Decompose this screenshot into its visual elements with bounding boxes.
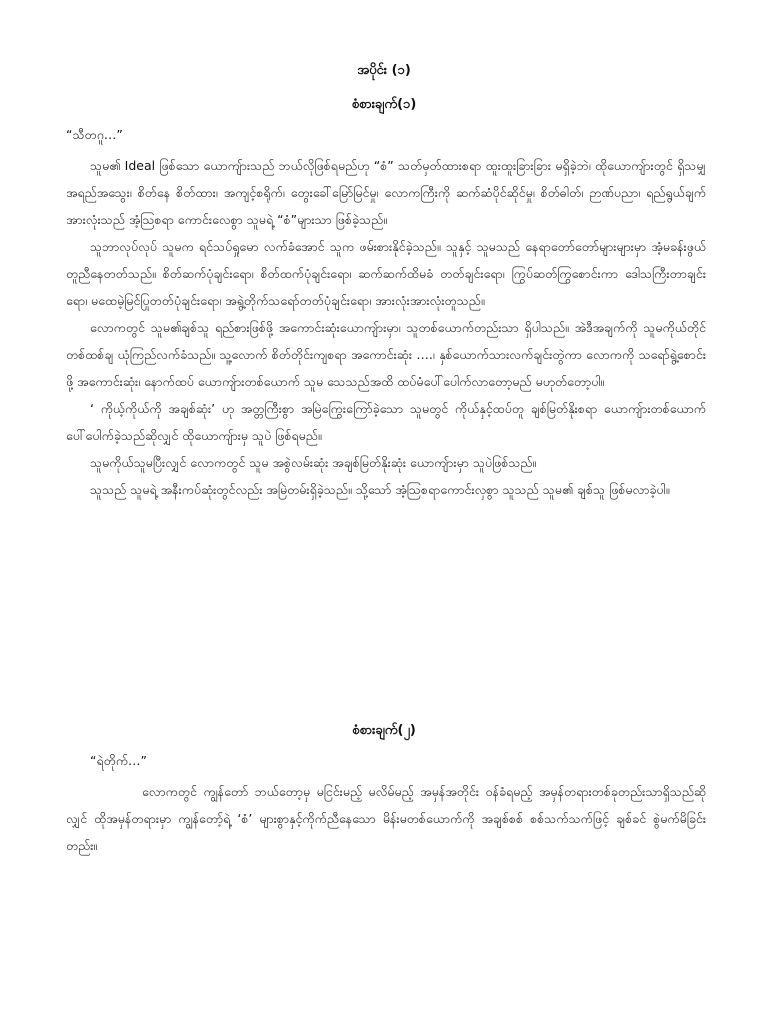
section-2-body [66,778,706,859]
section-2-paragraph-1: လောကတွင် ကျွန်တော် ဘယ်တော့မှ မငြင်းမည့် မလိမ်မည့် အမှန်အတိုင်း ဝန်ခံရမည့် အမှန်တရားတစ်ခုတည်းသာရှိသည်ဆိုလျှင် ထိုအမှန်တရားမှာ ကျွန်တော့်ရဲ့ ‘စံ’ များစွာနှင့်ကိုက်ညီနေသော မိန်းမတစ်ယောက်ကို အချစ်စစ် စစ်သက်သက်ဖြင့် ချစ်ခင် စွဲမက်မိခြင်းတည်း။ [66,784,706,853]
section-1-paragraph-4: ‘ ကိုယ့်ကိုယ်ကို အချစ်ဆုံး’ ဟု အတ္တကြီးစွာ အမြဲကြွေးကြော်ခဲ့သော သူမတွင် ကိုယ်နှင့်ထပ်တူ ချစ်မြတ်နိုးစရာ ယောကျ်ားတစ်ယောက်ပေါ်ပေါက်ခဲ့သည်ဆိုလျှင် ထိုယောကျ်ားမှ သူပဲ ဖြစ်ရမည်။ [66,401,706,443]
section-2-opening-line: “ရဲတိုက်…” [90,753,148,768]
section-1-paragraph-1: သူမ၏ Ideal ဖြစ်သော ယောကျ်ားသည် ဘယ်လိုဖြစ်ရမည်ဟု “စံ” သတ်မှတ်ထားစရာ ထူးထူးခြားခြား မရှိခဲ့ဘဲ၊ ထိုယောကျ်ားတွင် ရှိသမျှ အရည်အသွေး၊ စိတ်နေ စိတ်ထား၊ အကျင့်စရိုက်၊ တွေးခေါ်မြော်မြင်မှု၊ လောကကြီးကို ဆက်ဆံပိုင်ဆိုင်မှု၊ စိတ်ဓါတ်၊ ဉာဏ်ပညာ၊ ရည်ရွယ်ချက် အားလုံးသည် အံ့သြစရာ ကောင်းလေစွာ သူမရဲ့ “စံ”များသာ ဖြစ်ခဲ့သည်။ [66,158,706,227]
section-1-paragraph-6: သူသည် သူမရဲ့ အနီးကပ်ဆုံးတွင်လည်း အမြဲတမ်းရှိခဲ့သည်။ သို့သော် အံ့သြစရာကောင်းလှစွာ သူသည် သူမ၏ ချစ်သူ ဖြစ်မလာခဲ့ပါ။ [90,482,670,497]
section-1-title: စံစားချက်(၁) [351,97,417,112]
section-1-paragraph-2: သူဘာလုပ်လုပ် သူမက ရင်သပ်ရှုမော လက်ခံအောင် သူက ဖမ်းစားနိုင်ခဲ့သည်။ သူနှင့် သူမသည် နေရာတော်တော်များများမှာ အံ့မခန်းဖွယ် တူညီနေတတ်သည်။ စိတ်ဆက်ပုံချင်းရော၊ စိတ်ထက်ပုံချင်းရော၊ ဆက်ဆက်ထိမခံ တတ်ချင်းရော၊ ကြွပ်ဆတ်ကြွစောင်းကာ ဒေါသကြီးတာချင်းရော၊ မထေမဲ့မြင်ပြုတတ်ပုံချင်းရော၊ အရွဲ့တိုက်သရော်တတ်ပုံချင်းရော၊ အားလုံးအားလုံးတူသည်။ [66,239,706,308]
section-2-title: စံစားချက်(၂) [352,723,416,738]
section-1-paragraph-3: လောကတွင် သူမ၏ချစ်သူ ရည်စားဖြစ်ဖို့ အကောင်းဆုံးယောကျ်ားမှာ၊ သူတစ်ယောက်တည်းသာ ရှိပါသည်။ အဲဒီအချက်ကို သူမကိုယ်တိုင် တစ်ထစ်ချ ယုံကြည်လက်ခံသည်။ သူ့လောက် စိတ်တိုင်းကျစရာ အကောင်းဆုံး ….၊ နှစ်ယောက်သားလက်ချင်းတွဲကာ လောကကို သရော်ရွဲ့စောင်းဖို့ အကောင်းဆုံး၊ နောက်ထပ် ယောကျ်ားတစ်ယောက် သူမ သေသည်အထိ ထပ်မံပေါ်ပေါက်လာတော့မည် မဟုတ်တော့ပါ။ [66,320,706,389]
section-1-body [66,152,706,503]
section-1-paragraph-5: သူမကိုယ်သူမပြီးလျှင် လောကတွင် သူမ အစွဲလမ်းဆုံး အချစ်မြတ်နိုးဆုံး ယောကျ်ားမှာ သူပဲဖြစ်သည်။ [90,455,537,470]
section-1-opening-line: “သီတဂူ…” [66,127,123,142]
part-title: အပိုင်း (၁) [357,63,411,78]
